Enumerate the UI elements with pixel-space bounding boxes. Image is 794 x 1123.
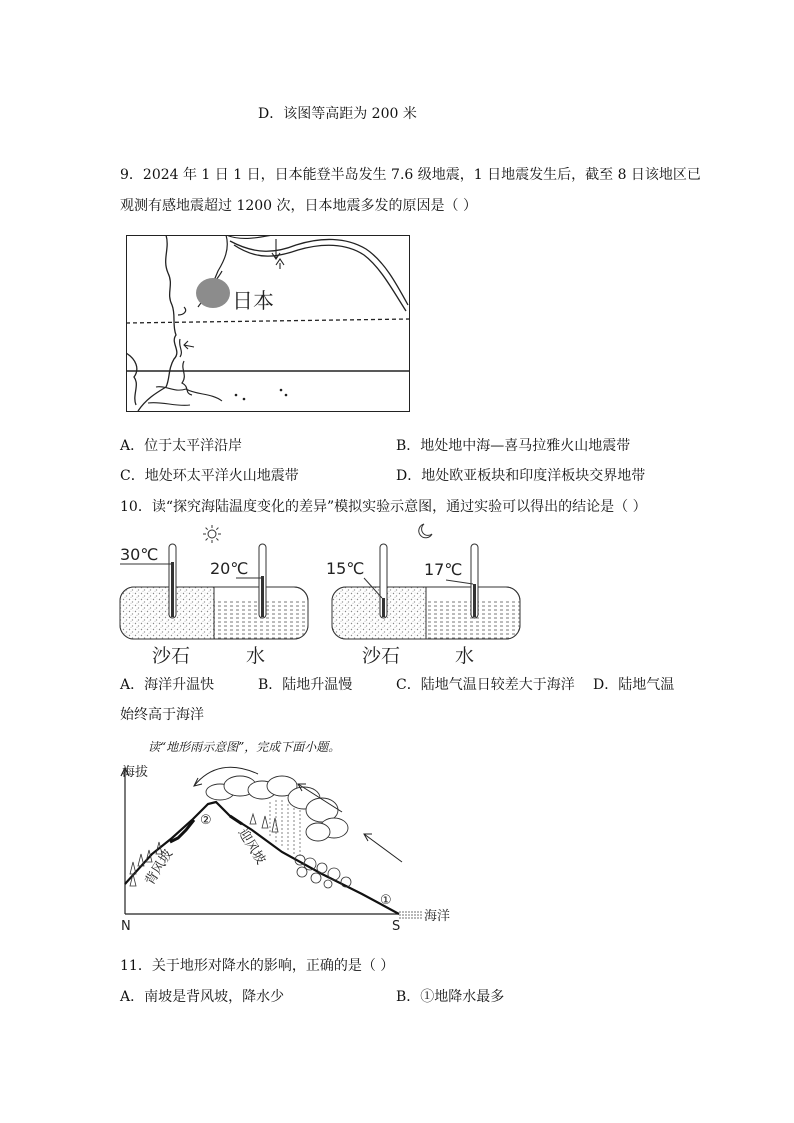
japan-label: 日本 [232,289,274,313]
day-sand-label: 沙石 [152,645,191,667]
q9-stem-line2: 观测有感地震超过 1200 次，日本地震多发的原因是（ ） [120,198,477,214]
group-intro: 读“地形雨示意图”，完成下面小题。 [148,740,341,754]
q11-option-a: A．南坡是背风坡，降水少 [120,989,285,1005]
q10-stem: 10．读“探究海陆温度变化的差异”模拟实验示意图，通过实验可以得出的结论是（ ） [120,499,647,515]
q9-stem-line1: 9．2024 年 1 日 1 日，日本能登半岛发生 7.6 级地震，1 日地震发生后，截至 8 日该地区已 [120,167,701,183]
q10-option-d-wrap: 始终高于海洋 [120,707,204,723]
q9-option-b: B．地处地中海—喜马拉雅火山地震带 [396,438,631,454]
marker-2: ② [200,813,212,828]
day-water-temp: 20℃ [210,559,249,578]
orographic-rain-diagram [112,758,462,936]
altitude-axis-label: 海拔 [122,765,149,780]
night-sand-label: 沙石 [362,645,401,667]
japan-map [126,235,410,412]
windward-slope-label: 迎风坡 [234,826,269,868]
q10-option-b: B．陆地升温慢 [258,677,353,693]
sun-icon [203,525,221,543]
sea-land-experiment [116,520,526,670]
q10-option-c: C．陆地气温日较差大于海洋 [396,677,575,693]
day-tank [120,587,308,639]
night-sand-temp: 15℃ [326,559,365,578]
q10-option-a: A．海洋升温快 [120,677,215,693]
sea-label: 海洋 [424,909,451,924]
japan-highlight [196,278,230,308]
moon-icon [419,524,432,538]
night-tank [332,587,520,639]
q10-option-d: D．陆地气温 [593,677,675,693]
q8-option-d: D．该图等高距为 200 米 [258,106,417,122]
q11-option-b: B．①地降水最多 [396,989,505,1005]
south-label: S [392,919,401,934]
q9-option-a: A．位于太平洋沿岸 [120,438,243,454]
day-water-label: 水 [246,645,266,667]
day-sand-temp: 30℃ [120,545,159,564]
q9-option-c: C．地处环太平洋火山地震带 [120,468,299,484]
leeward-slope-label: 背风坡 [142,847,177,889]
q9-option-d: D．地处欧亚板块和印度洋板块交界地带 [396,468,646,484]
marker-1: ① [380,893,392,908]
q11-stem: 11．关于地形对降水的影响，正确的是（ ） [120,958,395,974]
night-water-label: 水 [455,645,475,667]
night-water-temp: 17℃ [424,560,463,579]
north-label: N [121,919,131,934]
